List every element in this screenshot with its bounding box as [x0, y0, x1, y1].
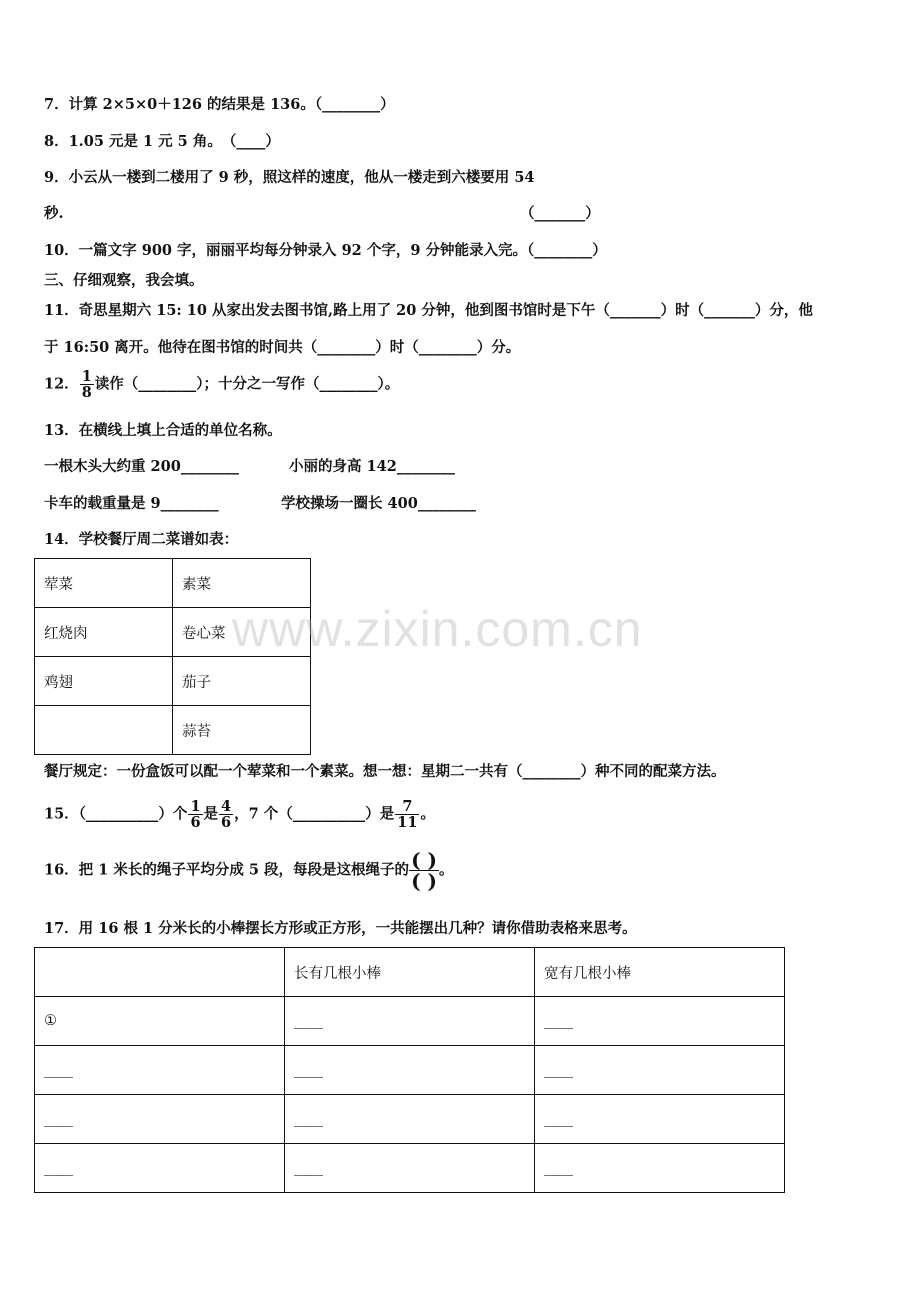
table-header-meat: 荤菜: [35, 559, 173, 608]
table-row: [35, 706, 311, 755]
fraction-denominator: 6: [221, 814, 232, 831]
q16-text: 16．把 1 米长的绳子平均分成 5 段，每段是这根绳子的: [44, 861, 410, 879]
table-cell: 红烧肉: [35, 608, 173, 657]
table-header-veg: 素菜: [173, 559, 311, 608]
table-cell: 卷心菜: [173, 608, 311, 657]
fraction-numerator: 4: [221, 798, 232, 815]
table-header-width: 宽有几根小棒: [535, 948, 785, 997]
table-cell: 茄子: [173, 657, 311, 706]
table-cell: ____: [35, 1095, 285, 1144]
table-cell: ____: [285, 1046, 535, 1095]
q15-part2: 是: [203, 805, 219, 823]
table-header-cell: [35, 948, 285, 997]
table-row: [35, 1046, 785, 1095]
question-13-item-a: 一根木头大约重 200________: [44, 458, 239, 475]
table-row: [35, 948, 785, 997]
watermark: www.zixin.com.cn: [232, 601, 643, 657]
fraction-numerator: 1: [81, 368, 92, 385]
table-row: [35, 657, 311, 706]
table-row: [35, 1095, 785, 1144]
question-9-answer-blank: （_______）: [520, 205, 600, 222]
sticks-table: [34, 947, 785, 1193]
fraction-one-eighth: [80, 369, 94, 400]
question-13-item-b: 小丽的身高 142________: [289, 458, 455, 475]
q16-end: 。: [438, 861, 454, 879]
table-row: [35, 997, 785, 1046]
question-16: [44, 850, 453, 891]
question-9-line2: 秒.: [44, 205, 64, 222]
question-17-title: 17．用 16 根 1 分米长的小棒摆长方形或正方形，一共能摆出几种？请你借助表格来思考。: [44, 920, 637, 937]
table-cell: ____: [535, 1046, 785, 1095]
question-12-text: 读作（________）；十分之一写作（________）。: [94, 375, 400, 393]
q15-part3: ，7 个（__________）是: [234, 805, 395, 823]
fraction-four-sixths: [219, 799, 233, 830]
question-12-prefix: 12．: [44, 375, 79, 393]
table-cell: 鸡翅: [35, 657, 173, 706]
question-13-item-d: 学校操场一圈长 400________: [281, 495, 476, 512]
table-cell: ①: [35, 997, 285, 1046]
table-cell: ____: [535, 1095, 785, 1144]
question-13-title: 13．在横线上填上合适的单位名称。: [44, 422, 282, 439]
fraction-numerator: ( ): [411, 848, 437, 872]
table-cell: 蒜苔: [173, 706, 311, 755]
question-15: [44, 799, 435, 830]
q15-part4: 。: [420, 805, 435, 823]
question-8: 8．1.05 元是 1 元 5 角。 （____）: [44, 133, 280, 150]
section-3-heading: 三、仔细观察，我会填。: [44, 272, 204, 289]
table-cell: ____: [535, 997, 785, 1046]
table-cell: ____: [285, 1095, 535, 1144]
table-cell: [35, 706, 173, 755]
fraction-numerator: 1: [190, 798, 201, 815]
fraction-denominator: 11: [397, 814, 418, 831]
question-11-line2: 于 16:50 离开。他待在图书馆的时间共（________）时（________）分。: [44, 339, 521, 356]
fraction-numerator: 7: [395, 799, 419, 815]
question-14-note: 餐厅规定：一份盒饭可以配一个荤菜和一个素菜。想一想：星期二一共有（________）种不同的配菜方法。: [44, 763, 726, 780]
fraction-one-sixth: [188, 799, 202, 830]
blank-fraction: [409, 850, 439, 891]
question-12: [44, 369, 399, 400]
table-cell: ____: [285, 997, 535, 1046]
table-row: [35, 1144, 785, 1193]
fraction-denominator: 6: [190, 814, 201, 831]
question-14-title: 14．学校餐厅周二菜谱如表：: [44, 531, 239, 548]
question-9-line1: 9．小云从一楼到二楼用了 9 秒，照这样的速度，他从一楼走到六楼要用 54: [44, 169, 535, 186]
table-cell: ____: [285, 1144, 535, 1193]
q15-part1: 15．（__________）个: [44, 805, 188, 823]
question-11-line1: 11．奇思星期六 15: 10 从家出发去图书馆,路上用了 20 分钟，他到图书馆时是下午（_______）时（_______）分，他: [44, 302, 813, 319]
table-cell: ____: [535, 1144, 785, 1193]
table-header-length: 长有几根小棒: [285, 948, 535, 997]
question-7: 7．计算 2×5×0＋126 的结果是 136。（________）: [44, 96, 395, 113]
table-cell: ____: [35, 1144, 285, 1193]
question-10: 10．一篇文字 900 字，丽丽平均每分钟录入 92 个字，9 分钟能录入完。（________）: [44, 242, 607, 259]
question-13-item-c: 卡车的载重量是 9________: [44, 495, 219, 512]
fraction-denominator: 8: [81, 384, 92, 401]
fraction-denominator: ( ): [411, 869, 437, 893]
fraction-seven-elevenths: [395, 799, 419, 830]
table-cell: ____: [35, 1046, 285, 1095]
